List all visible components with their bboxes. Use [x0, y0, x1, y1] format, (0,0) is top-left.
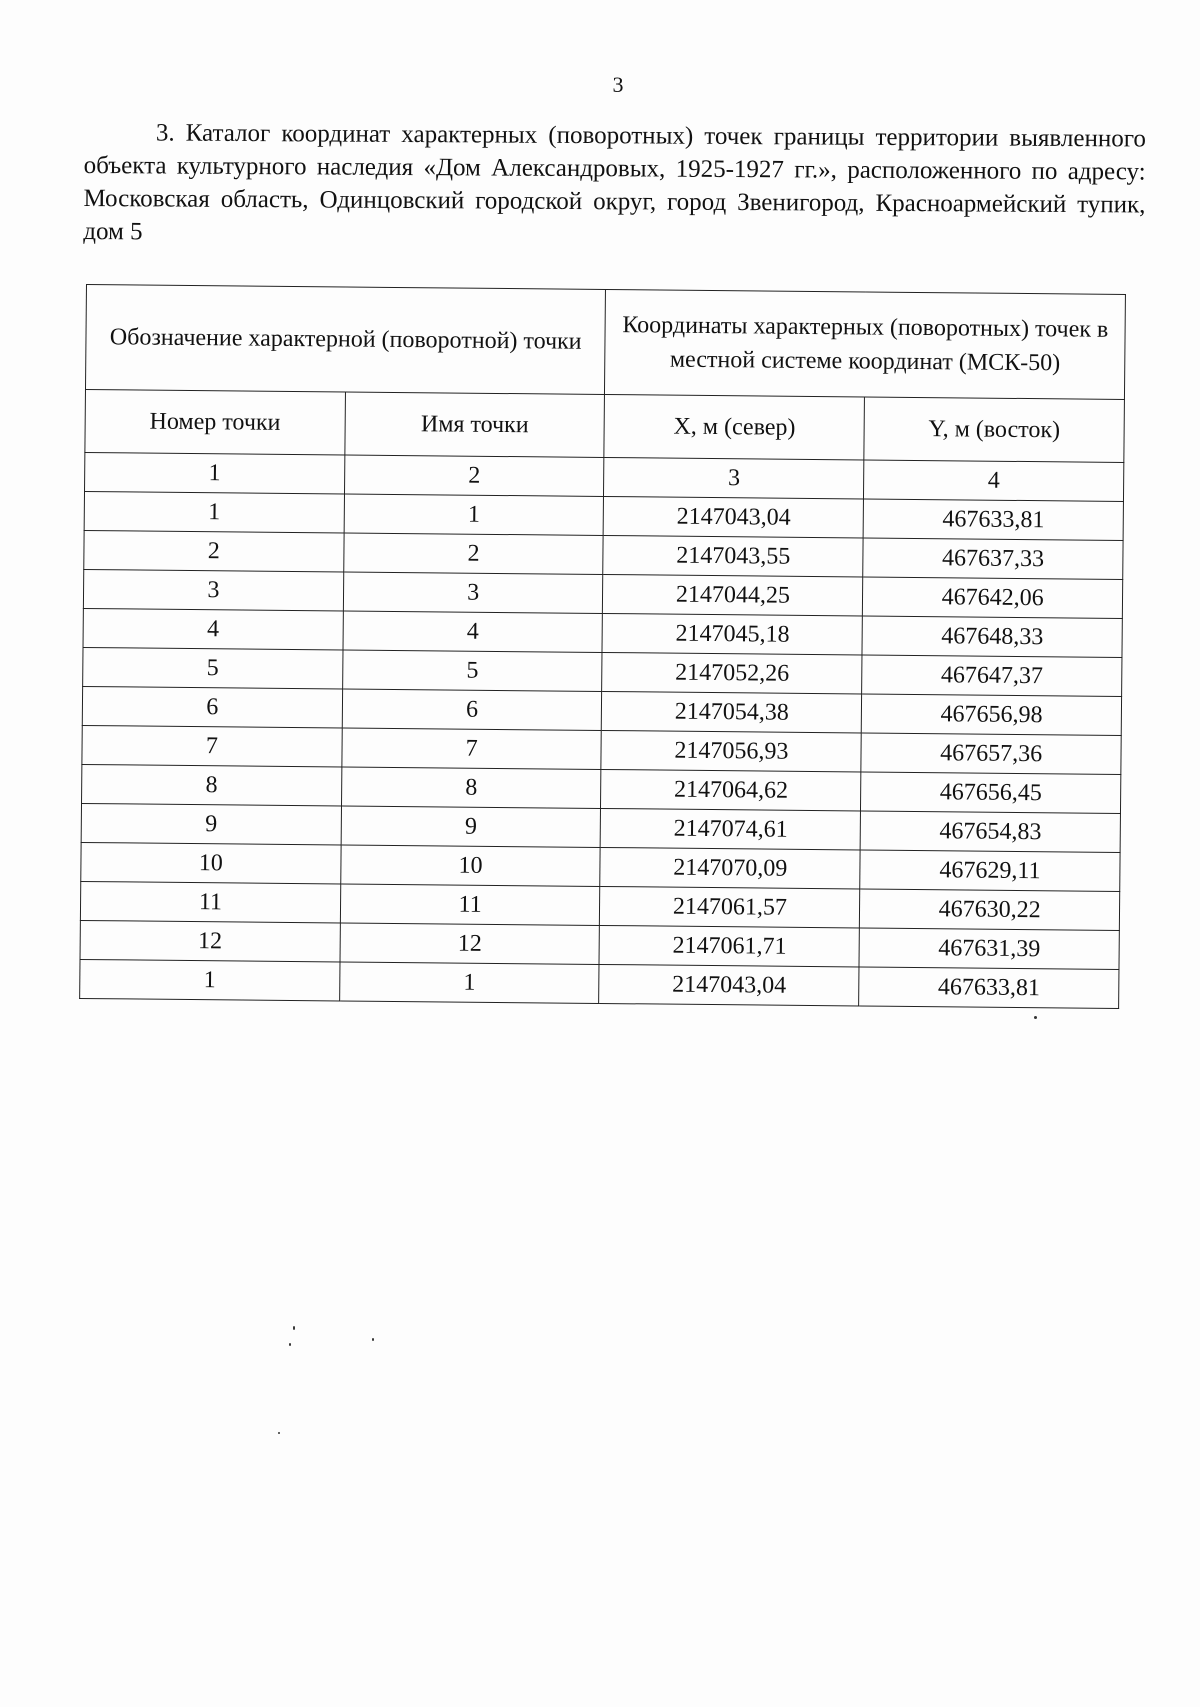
cell-point-name: 5 [342, 650, 602, 691]
cell-point-name: 1 [339, 962, 599, 1003]
cell-point-name: 6 [342, 689, 602, 730]
cell-x-north: 2147043,04 [604, 496, 864, 537]
cell-y-east: 467629,11 [860, 850, 1120, 891]
cell-point-number: 1 [80, 959, 340, 1000]
cell-y-east: 467642,06 [863, 577, 1123, 618]
cell-x-north: 2147045,18 [602, 613, 862, 654]
scan-speck [372, 1338, 374, 1341]
cell-point-number: 2 [84, 530, 344, 571]
cell-point-number: 7 [82, 725, 342, 766]
scan-speck [289, 1343, 291, 1346]
cell-y-east: 467656,98 [861, 694, 1121, 735]
cell-point-name: 10 [340, 845, 600, 886]
header-point-designation: Обозначение характерной (поворотной) точки [85, 285, 605, 395]
cell-y-east: 467654,83 [860, 811, 1120, 852]
cell-x-north: 2147043,55 [603, 535, 863, 576]
cell-x-north: 2147074,61 [601, 808, 861, 849]
cell-point-name: 8 [341, 767, 601, 808]
cell-y-east: 467633,81 [859, 967, 1119, 1008]
cell-x-north: 2147043,04 [599, 964, 859, 1005]
cell-y-east: 467647,37 [862, 655, 1122, 696]
coordinates-table [79, 284, 1126, 1009]
cell-point-name: 3 [343, 572, 603, 613]
cell-point-number: 12 [80, 920, 340, 961]
cell-point-number: 10 [81, 842, 341, 883]
scan-speck [278, 1432, 280, 1434]
cell-point-number: 5 [83, 647, 343, 688]
cell-x-north: 2147054,38 [602, 691, 862, 732]
cell-point-number: 1 [84, 491, 344, 532]
cell-point-number: 4 [83, 608, 343, 649]
cell-y-east: 467656,45 [861, 772, 1121, 813]
cell-x-north: 2147064,62 [601, 769, 861, 810]
subheader-y-east: Y, м (восток) [864, 397, 1124, 462]
cell-x-north: 2147061,57 [600, 886, 860, 927]
cell-point-number: 11 [80, 881, 340, 922]
cell-y-east: 467637,33 [863, 538, 1123, 579]
coordinates-table-wrapper [79, 284, 1126, 1009]
cell-point-number: 8 [82, 764, 342, 805]
scan-speck [1034, 1016, 1037, 1019]
column-number: 2 [344, 455, 604, 496]
column-number: 1 [85, 452, 345, 493]
cell-x-north: 2147044,25 [603, 574, 863, 615]
table-subheader-row [85, 389, 1125, 462]
cell-point-name: 9 [341, 806, 601, 847]
subheader-point-name: Имя точки [345, 392, 605, 457]
cell-point-name: 1 [344, 494, 604, 535]
cell-point-number: 6 [82, 686, 342, 727]
subheader-x-north: X, м (север) [604, 394, 864, 459]
cell-point-number: 9 [81, 803, 341, 844]
table-header-row [85, 285, 1125, 400]
catalog-heading [83, 116, 1146, 254]
cell-y-east: 467633,81 [863, 499, 1123, 540]
subheader-point-number: Номер точки [85, 389, 345, 454]
cell-y-east: 467657,36 [861, 733, 1121, 774]
cell-point-number: 3 [83, 569, 343, 610]
cell-point-name: 2 [343, 533, 603, 574]
cell-point-name: 11 [340, 884, 600, 925]
cell-point-name: 7 [342, 728, 602, 769]
cell-x-north: 2147056,93 [601, 730, 861, 771]
cell-y-east: 467631,39 [859, 928, 1119, 969]
catalog-heading-text: 3. Каталог координат характерных (поворотных) точек границы территории выявленного объекта культурного наследия «Дом Александровых, 1925-1927 гг.», расположенного по адресу: Московская область, Одинцовский городской округ, город Звенигород, Красноармейский тупик, дом 5 [83, 119, 1146, 246]
column-number: 3 [604, 457, 864, 498]
cell-point-name: 4 [343, 611, 603, 652]
table-body [80, 491, 1124, 1008]
header-coordinates: Координаты характерных (поворотных) точек в местной системе координат (МСК-50) [605, 289, 1125, 399]
scan-speck [293, 1326, 295, 1330]
cell-point-name: 12 [340, 923, 600, 964]
column-number: 4 [864, 460, 1124, 501]
cell-x-north: 2147070,09 [600, 847, 860, 888]
page-number: 3 [612, 72, 624, 97]
cell-y-east: 467630,22 [860, 889, 1120, 930]
cell-x-north: 2147061,71 [599, 925, 859, 966]
cell-y-east: 467648,33 [862, 616, 1122, 657]
cell-x-north: 2147052,26 [602, 652, 862, 693]
